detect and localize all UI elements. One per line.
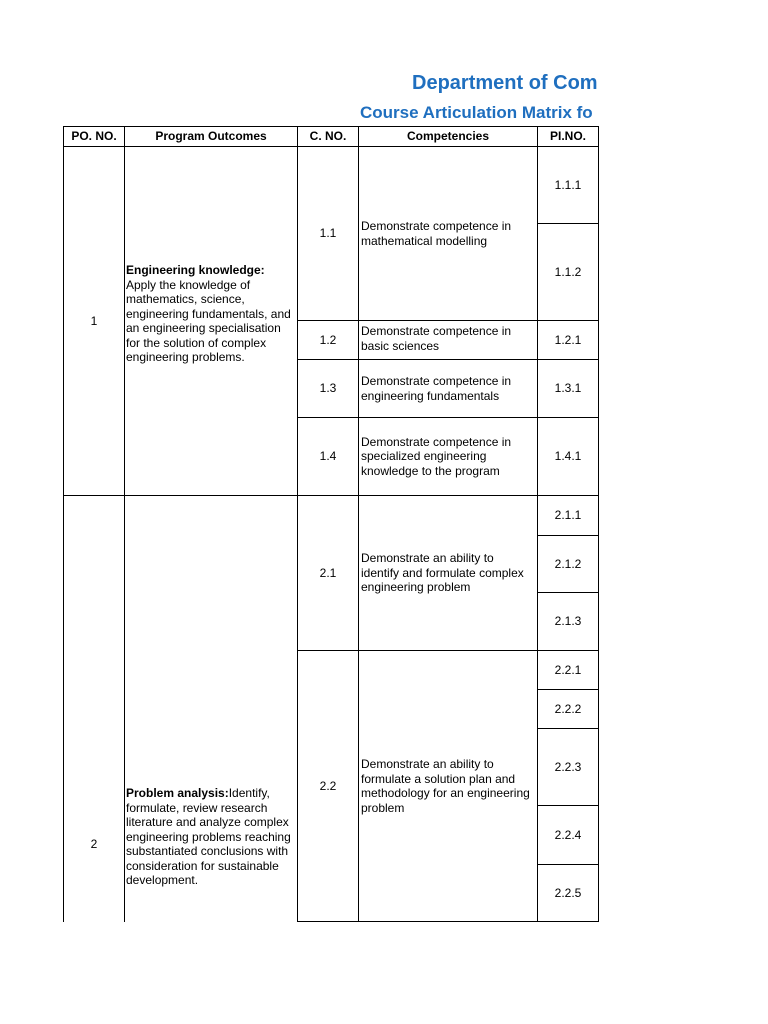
po1-text: Apply the knowledge of mathematics, science, engineering fundamentals, and an engineering specialisation for the solution of complex engineering problems.	[126, 277, 291, 364]
po2-number: 2	[63, 495, 125, 922]
pi-1-2-1: 1.2.1	[537, 320, 599, 360]
pi-2-1-3: 2.1.3	[537, 592, 599, 651]
c-no-1-4: 1.4	[297, 417, 359, 496]
competency-2-2	[358, 650, 538, 922]
c-no-2-1: 2.1	[297, 495, 359, 651]
po1-heading: Engineering knowledge:	[126, 263, 265, 277]
competency-1-2	[358, 320, 538, 360]
po2-heading: Problem analysis:	[126, 786, 229, 800]
c-no-1-3: 1.3	[297, 359, 359, 418]
po2-text: Identify, formulate, review research literature and analyze complex engineering problems reaching substantiated conclusions with consideration for sustainable development.	[126, 786, 291, 887]
pi-2-2-5: 2.2.5	[537, 864, 599, 922]
pi-1-1-2: 1.1.2	[537, 223, 599, 321]
competency-1-1-text: Demonstrate competence in mathematical modelling	[361, 219, 512, 248]
pi-2-1-2: 2.1.2	[537, 535, 599, 593]
header-po-no: PO. NO.	[63, 126, 125, 147]
c-no-2-2: 2.2	[297, 650, 359, 922]
pi-2-2-4: 2.2.4	[537, 805, 599, 865]
competency-1-4-text: Demonstrate competence in specialized engineering knowledge to the program	[361, 434, 512, 478]
c-no-1-2: 1.2	[297, 320, 359, 360]
po1-outcome-cell	[124, 146, 298, 496]
competency-1-2-text: Demonstrate competence in basic sciences	[361, 324, 512, 353]
competency-1-3	[358, 359, 538, 418]
pi-2-2-1: 2.2.1	[537, 650, 599, 690]
department-title: Department of Com	[412, 72, 598, 94]
competency-2-1-text: Demonstrate an ability to identify and formulate complex engineering problem	[361, 551, 524, 595]
pi-2-2-2: 2.2.2	[537, 689, 599, 729]
competency-1-1	[358, 146, 538, 321]
matrix-subtitle: Course Articulation Matrix fo	[360, 103, 593, 122]
pi-1-4-1: 1.4.1	[537, 417, 599, 496]
competency-2-2-text: Demonstrate an ability to formulate a solution plan and methodology for an engineering problem	[361, 757, 530, 815]
pi-2-1-1: 2.1.1	[537, 495, 599, 536]
po2-outcome	[126, 786, 296, 888]
pi-1-3-1: 1.3.1	[537, 359, 599, 418]
pi-1-1-1: 1.1.1	[537, 146, 599, 224]
c-no-1-1: 1.1	[297, 146, 359, 321]
header-program-outcomes: Program Outcomes	[124, 126, 298, 147]
header-pi-no: PI.NO.	[537, 126, 599, 147]
po1-number: 1	[63, 146, 125, 496]
competency-1-4	[358, 417, 538, 496]
header-competencies: Competencies	[358, 126, 538, 147]
header-c-no: C. NO.	[297, 126, 359, 147]
po2-outcome-cell	[124, 495, 298, 922]
pi-2-2-3: 2.2.3	[537, 728, 599, 806]
po1-outcome	[126, 263, 296, 365]
competency-2-1	[358, 495, 538, 651]
competency-1-3-text: Demonstrate competence in engineering fundamentals	[361, 374, 512, 403]
